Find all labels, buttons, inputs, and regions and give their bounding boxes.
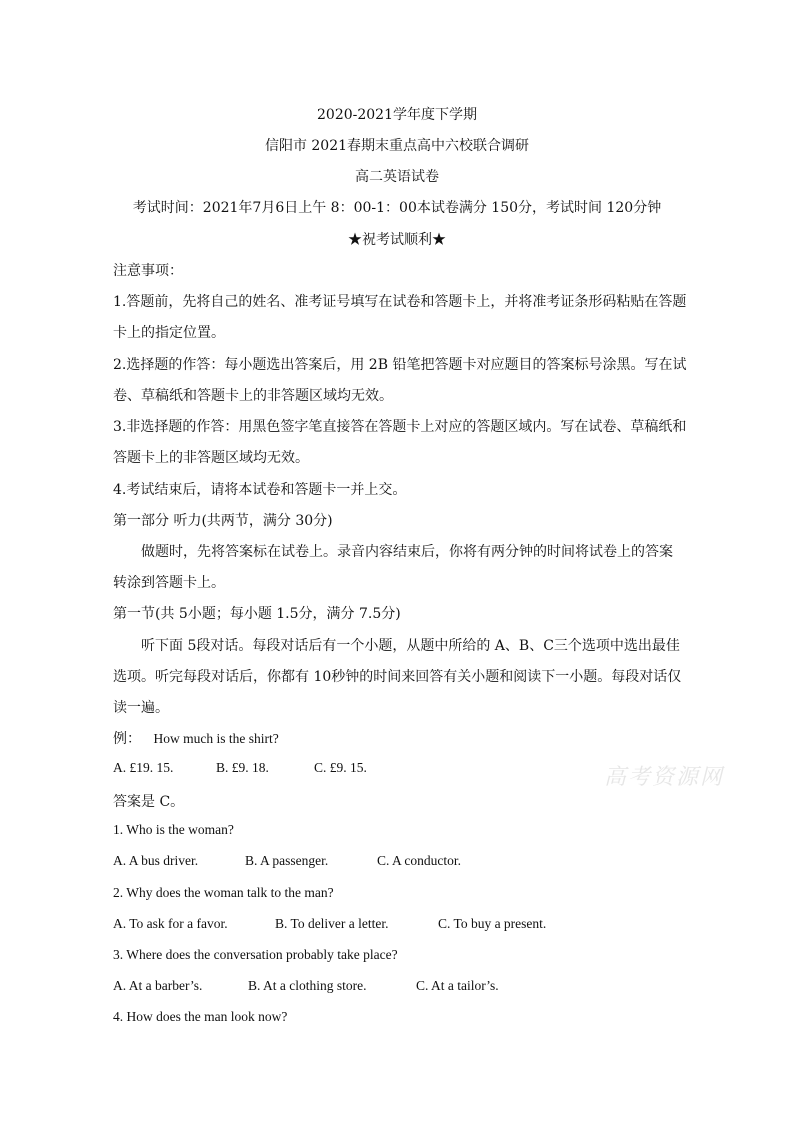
question-2-option-c: C. To buy a present. bbox=[438, 916, 547, 931]
question-1-option-a: A. A bus driver. bbox=[113, 853, 199, 868]
notes-line: 1.答题前，先将自己的姓名、准考证号填写在试卷和答题卡上，并将准考证条形码粘贴在答题 bbox=[113, 294, 687, 310]
example-answer: 答案是 C。 bbox=[113, 794, 185, 810]
question-2: 2. Why does the woman talk to the man? bbox=[113, 885, 334, 900]
exam-school-line: 信阳市 2021春期末重点高中六校联合调研 bbox=[264, 138, 530, 154]
notes-line: 4.考试结束后，请将本试卷和答题卡一并上交。 bbox=[113, 482, 407, 498]
exam-year-term: 2020-2021学年度下学期 bbox=[317, 107, 477, 123]
question-3-option-a: A. At a barber’s. bbox=[113, 978, 203, 993]
question-1-option-c: C. A conductor. bbox=[377, 853, 461, 868]
question-1-option-b: B. A passenger. bbox=[245, 853, 329, 868]
part1-instruction: 做题时，先将答案标在试卷上。录音内容结束后，你将有两分钟的时间将试卷上的答案 bbox=[141, 544, 673, 560]
notes-line: 卷、草稿纸和答题卡上的非答题区域均无效。 bbox=[113, 388, 393, 404]
question-1: 1. Who is the woman? bbox=[113, 822, 234, 837]
question-3: 3. Where does the conversation probably take place? bbox=[113, 947, 398, 962]
example-option-c: C. £9. 15. bbox=[314, 760, 367, 775]
notes-line: 卡上的指定位置。 bbox=[113, 325, 225, 341]
notes-line: 2.选择题的作答：每小题选出答案后，用 2B 铅笔把答题卡对应题目的答案标号涂黑。写在试 bbox=[113, 357, 687, 373]
question-2-option-b: B. To deliver a letter. bbox=[275, 916, 389, 931]
question-2-option-a: A. To ask for a favor. bbox=[113, 916, 228, 931]
exam-subject-title: 高二英语试卷 bbox=[355, 169, 439, 185]
question-3-option-c: C. At a tailor’s. bbox=[416, 978, 499, 993]
example-label: 例： bbox=[113, 731, 141, 747]
watermark-logo: 高考资源网 bbox=[604, 765, 725, 790]
example-option-a: A. £19. 15. bbox=[113, 760, 174, 775]
section1-instruction: 读一遍。 bbox=[113, 700, 169, 716]
exam-blessing: ★祝考试顺利★ bbox=[348, 232, 446, 248]
notes-line: 答题卡上的非答题区域均无效。 bbox=[113, 450, 309, 466]
question-4: 4. How does the man look now? bbox=[113, 1009, 288, 1024]
example-row bbox=[113, 728, 279, 748]
exam-time-info: 考试时间：2021年7月6日上午 8：00-1：00本试卷满分 150分，考试时间 120分钟 bbox=[132, 200, 662, 216]
part1-title: 第一部分 听力(共两节，满分 30分) bbox=[113, 513, 333, 529]
section1-title: 第一节(共 5小题；每小题 1.5分，满分 7.5分) bbox=[113, 606, 401, 622]
section1-instruction: 选项。听完每段对话后，你都有 10秒钟的时间来回答有关小题和阅读下一小题。每段对话仅 bbox=[113, 669, 682, 685]
example-option-b: B. £9. 18. bbox=[216, 760, 269, 775]
part1-instruction: 转涂到答题卡上。 bbox=[113, 575, 225, 591]
notes-line: 3.非选择题的作答：用黑色签字笔直接答在答题卡上对应的答题区域内。写在试卷、草稿纸和 bbox=[113, 419, 687, 435]
example-question: How much is the shirt? bbox=[153, 731, 279, 746]
section1-instruction: 听下面 5段对话。每段对话后有一个小题，从题中所给的 A、B、C三个选项中选出最佳 bbox=[141, 638, 680, 654]
notes-title: 注意事项： bbox=[113, 263, 183, 279]
question-3-option-b: B. At a clothing store. bbox=[248, 978, 367, 993]
